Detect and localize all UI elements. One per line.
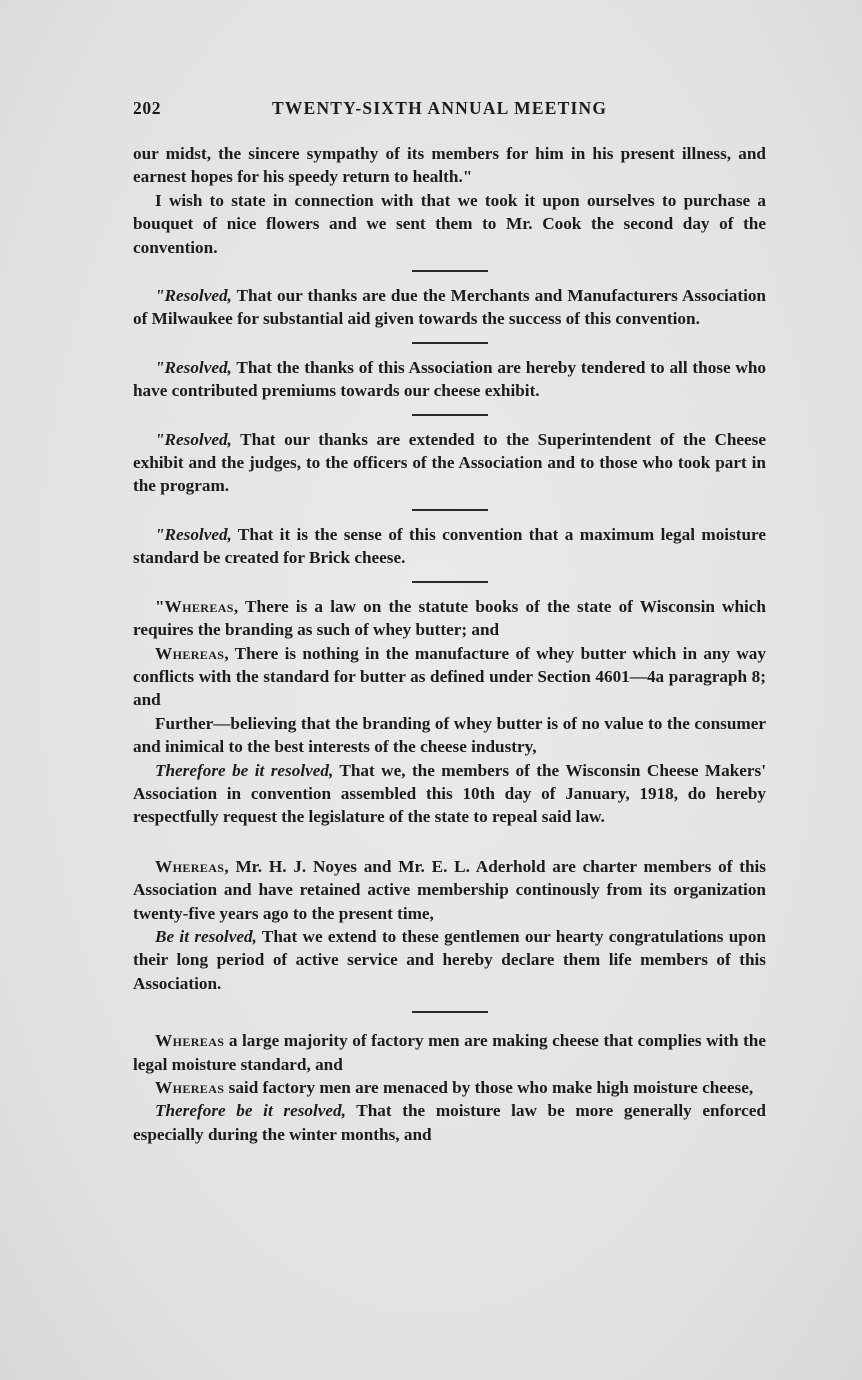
whereas-charter-members (133, 855, 766, 925)
section-divider (412, 270, 488, 272)
body-text (133, 142, 766, 1146)
paragraph-sympathy: our midst, the sincere sympathy of its members for him in his present illness, and earnest hopes for his speedy return to health." (133, 144, 766, 187)
running-head (133, 96, 766, 126)
section-divider (412, 414, 488, 416)
running-head-title: TWENTY-SIXTH ANNUAL MEETING (272, 98, 608, 118)
resolution-superintendent (133, 428, 766, 498)
resolution-premiums (133, 356, 766, 403)
resolved-lead: Be it resolved, (155, 926, 257, 946)
therefore-moisture-law (133, 1099, 766, 1146)
whereas-text: , There is a law on the statute books of the state of Wisconsin which requires the branding as such of whey butter; and (133, 596, 766, 640)
spacer (133, 829, 766, 855)
whereas-menaced (133, 1076, 766, 1099)
section-divider (412, 509, 488, 511)
resolution-text: That it is the sense of this convention that a maximum legal moisture standard be created for Brick cheese. (133, 524, 766, 568)
page-number: 202 (133, 98, 162, 118)
whereas-lead: Whereas (155, 1031, 225, 1051)
therefore-text: That the moisture law be more generally enforced especially during the winter months, and (133, 1101, 766, 1144)
whereas-lead: Whereas (155, 856, 225, 876)
resolution-text: That we extend to these gentlemen our hearty congratulations upon their long period of active service and hereby declare them life members of this Association. (133, 926, 766, 993)
whereas-text: a large majority of factory men are making cheese that complies with the legal moisture standard, and (133, 1031, 766, 1074)
whereas-manufacture (133, 642, 766, 712)
whereas-text: , There is nothing in the manufacture of whey butter which in any way conflicts with the standard for butter as defined under Section 4601—4a paragraph 8; and (133, 643, 766, 710)
whereas-majority (133, 1029, 766, 1076)
opening-quote: " (155, 596, 165, 616)
whereas-lead: Whereas (155, 643, 225, 663)
resolved-lead: "Resolved, (155, 524, 232, 544)
resolution-text: That our thanks are extended to the Superintendent of the Cheese exhibit and the judges, to the officers of the Association and to those who took part in the program. (133, 429, 766, 496)
whereas-lead: Whereas (155, 1078, 225, 1097)
section-divider (412, 1011, 488, 1013)
therefore-text: That we, the members of the Wisconsin Cheese Makers' Association in convention assembled this 10th day of January, 1918, do hereby respectfully request the legislature of the state to repeal said law. (133, 760, 766, 827)
resolution-brick-cheese (133, 523, 766, 570)
section-divider (412, 581, 488, 583)
whereas-lead: Whereas (164, 596, 234, 616)
resolved-lead: "Resolved, (155, 357, 232, 377)
therefore-lead: Therefore be it resolved, (155, 760, 334, 780)
resolution-merchants (133, 284, 766, 331)
whereas-text: , Mr. H. J. Noyes and Mr. E. L. Aderhold are charter members of this Association and have retained active membership continously from its organization twenty-five years ago to the present time, (133, 856, 766, 923)
resolution-life-members (133, 925, 766, 995)
paragraph-bouquet: I wish to state in connection with that we took it upon ourselves to purchase a bouquet of nice flowers and we sent them to Mr. Cook the second day of the convention. (133, 190, 766, 257)
whereas-statute (133, 595, 766, 642)
resolved-lead: "Resolved, (155, 429, 232, 449)
section-divider (412, 342, 488, 344)
further-paragraph: Further—believing that the branding of whey butter is of no value to the consumer and inimical to the best interests of the cheese industry, (133, 713, 766, 757)
resolution-text: That our thanks are due the Merchants and Manufacturers Association of Milwaukee for substantial aid given towards the success of this convention. (133, 286, 766, 329)
resolved-lead: "Resolved, (155, 286, 232, 306)
resolution-text: That the thanks of this Association are hereby tendered to all those who have contributed premiums towards our cheese exhibit. (133, 357, 766, 401)
whereas-text: said factory men are menaced by those who make high moisture cheese, (224, 1078, 754, 1097)
therefore-repeal (133, 759, 766, 829)
therefore-lead: Therefore be it resolved, (155, 1101, 346, 1121)
